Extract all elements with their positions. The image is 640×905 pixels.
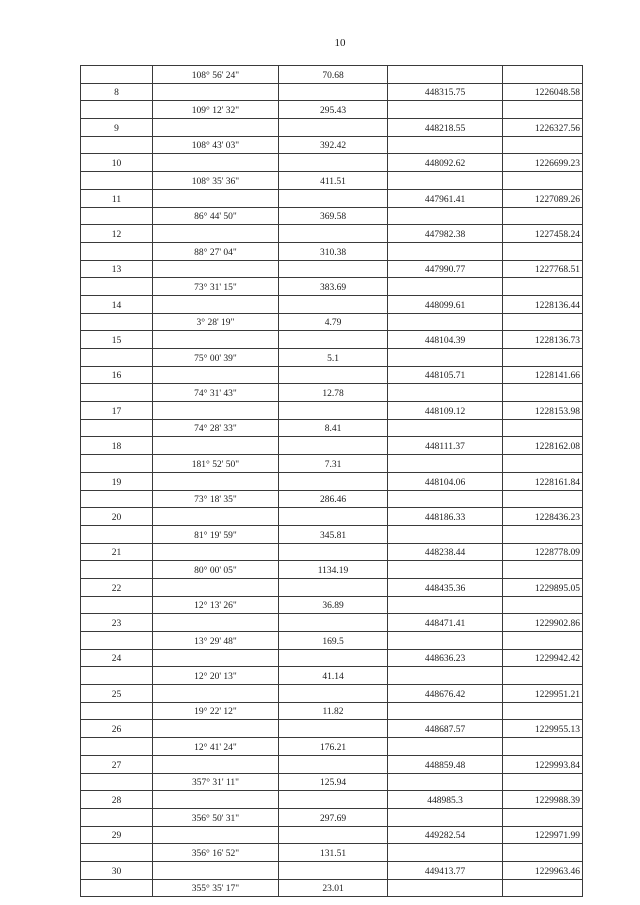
point-row	[81, 402, 583, 420]
y-coordinate-cell	[503, 490, 583, 508]
distance-cell	[279, 295, 388, 313]
bearing-cell: 86° 44' 50"	[153, 207, 279, 225]
y-coordinate-cell	[503, 172, 583, 190]
x-coordinate-cell	[388, 879, 503, 897]
point-number-cell	[81, 632, 153, 650]
y-coordinate-cell: 1228136.73	[503, 331, 583, 349]
segment-row	[81, 596, 583, 614]
x-coordinate-cell	[388, 349, 503, 367]
y-coordinate-cell: 1229902.86	[503, 614, 583, 632]
x-coordinate-cell: 448985.3	[388, 791, 503, 809]
bearing-cell	[153, 791, 279, 809]
bearing-cell	[153, 189, 279, 207]
point-number-cell: 13	[81, 260, 153, 278]
x-coordinate-cell	[388, 207, 503, 225]
bearing-cell: 13° 29' 48"	[153, 632, 279, 650]
point-number-cell: 17	[81, 402, 153, 420]
y-coordinate-cell: 1228778.09	[503, 543, 583, 561]
bearing-cell: 357° 31' 11"	[153, 773, 279, 791]
point-number-cell: 28	[81, 791, 153, 809]
distance-cell: 310.38	[279, 242, 388, 260]
bearing-cell	[153, 472, 279, 490]
distance-cell: 169.5	[279, 632, 388, 650]
distance-cell	[279, 614, 388, 632]
bearing-cell	[153, 543, 279, 561]
distance-cell: 4.79	[279, 313, 388, 331]
y-coordinate-cell	[503, 667, 583, 685]
bearing-cell	[153, 755, 279, 773]
distance-cell	[279, 119, 388, 137]
y-coordinate-cell	[503, 313, 583, 331]
x-coordinate-cell	[388, 278, 503, 296]
y-coordinate-cell	[503, 632, 583, 650]
segment-row	[81, 738, 583, 756]
x-coordinate-cell: 449282.54	[388, 826, 503, 844]
point-number-cell: 29	[81, 826, 153, 844]
point-row	[81, 543, 583, 561]
y-coordinate-cell: 1229988.39	[503, 791, 583, 809]
x-coordinate-cell: 448092.62	[388, 154, 503, 172]
x-coordinate-cell: 448099.61	[388, 295, 503, 313]
point-number-cell	[81, 596, 153, 614]
y-coordinate-cell	[503, 207, 583, 225]
point-row	[81, 331, 583, 349]
segment-row	[81, 455, 583, 473]
bearing-cell: 12° 41' 24"	[153, 738, 279, 756]
y-coordinate-cell: 1227458.24	[503, 225, 583, 243]
point-row	[81, 119, 583, 137]
x-coordinate-cell: 448109.12	[388, 402, 503, 420]
segment-row	[81, 561, 583, 579]
point-number-cell	[81, 313, 153, 331]
y-coordinate-cell: 1229951.21	[503, 685, 583, 703]
distance-cell	[279, 402, 388, 420]
bearing-cell: 73° 31' 15"	[153, 278, 279, 296]
bearing-cell: 74° 28' 33"	[153, 419, 279, 437]
x-coordinate-cell: 447990.77	[388, 260, 503, 278]
x-coordinate-cell	[388, 773, 503, 791]
bearing-cell	[153, 508, 279, 526]
bearing-cell: 81° 19' 59"	[153, 525, 279, 543]
x-coordinate-cell	[388, 101, 503, 119]
y-coordinate-cell: 1228153.98	[503, 402, 583, 420]
point-number-cell: 27	[81, 755, 153, 773]
point-number-cell	[81, 419, 153, 437]
point-number-cell: 23	[81, 614, 153, 632]
bearing-cell: 74° 31' 43"	[153, 384, 279, 402]
x-coordinate-cell	[388, 242, 503, 260]
x-coordinate-cell	[388, 172, 503, 190]
y-coordinate-cell: 1228161.84	[503, 472, 583, 490]
y-coordinate-cell	[503, 278, 583, 296]
point-number-cell: 16	[81, 366, 153, 384]
y-coordinate-cell: 1228162.08	[503, 437, 583, 455]
x-coordinate-cell: 448676.42	[388, 685, 503, 703]
segment-row	[81, 278, 583, 296]
x-coordinate-cell: 448471.41	[388, 614, 503, 632]
point-number-cell: 25	[81, 685, 153, 703]
bearing-cell	[153, 295, 279, 313]
point-number-cell: 8	[81, 83, 153, 101]
point-number-cell	[81, 349, 153, 367]
x-coordinate-cell: 448104.06	[388, 472, 503, 490]
distance-cell: 36.89	[279, 596, 388, 614]
point-row	[81, 189, 583, 207]
x-coordinate-cell	[388, 525, 503, 543]
segment-row	[81, 66, 583, 84]
point-row	[81, 720, 583, 738]
bearing-cell	[153, 366, 279, 384]
distance-cell: 7.31	[279, 455, 388, 473]
point-number-cell	[81, 525, 153, 543]
y-coordinate-cell	[503, 525, 583, 543]
point-number-cell	[81, 172, 153, 190]
distance-cell	[279, 189, 388, 207]
y-coordinate-cell: 1226048.58	[503, 83, 583, 101]
segment-row	[81, 525, 583, 543]
distance-cell: 8.41	[279, 419, 388, 437]
point-number-cell	[81, 808, 153, 826]
x-coordinate-cell: 448104.39	[388, 331, 503, 349]
distance-cell	[279, 331, 388, 349]
point-number-cell	[81, 455, 153, 473]
point-number-cell: 18	[81, 437, 153, 455]
bearing-cell	[153, 437, 279, 455]
point-row	[81, 508, 583, 526]
bearing-cell: 12° 13' 26"	[153, 596, 279, 614]
point-number-cell	[81, 667, 153, 685]
point-number-cell	[81, 738, 153, 756]
x-coordinate-cell	[388, 419, 503, 437]
distance-cell	[279, 826, 388, 844]
segment-row	[81, 349, 583, 367]
point-number-cell: 14	[81, 295, 153, 313]
y-coordinate-cell	[503, 808, 583, 826]
distance-cell: 11.82	[279, 702, 388, 720]
y-coordinate-cell: 1229955.13	[503, 720, 583, 738]
x-coordinate-cell	[388, 384, 503, 402]
point-number-cell	[81, 207, 153, 225]
distance-cell: 392.42	[279, 136, 388, 154]
distance-cell: 131.51	[279, 844, 388, 862]
bearing-cell: 19° 22' 12"	[153, 702, 279, 720]
point-row	[81, 225, 583, 243]
x-coordinate-cell	[388, 455, 503, 473]
y-coordinate-cell: 1229971.99	[503, 826, 583, 844]
distance-cell: 176.21	[279, 738, 388, 756]
segment-row	[81, 808, 583, 826]
distance-cell	[279, 154, 388, 172]
y-coordinate-cell: 1227768.51	[503, 260, 583, 278]
bearing-cell: 355° 35' 17"	[153, 879, 279, 897]
x-coordinate-cell	[388, 596, 503, 614]
bearing-cell: 109° 12' 32"	[153, 101, 279, 119]
segment-row	[81, 879, 583, 897]
y-coordinate-cell	[503, 879, 583, 897]
x-coordinate-cell: 448636.23	[388, 649, 503, 667]
y-coordinate-cell: 1229942.42	[503, 649, 583, 667]
bearing-cell: 108° 43' 03"	[153, 136, 279, 154]
distance-cell	[279, 861, 388, 879]
x-coordinate-cell	[388, 66, 503, 84]
point-number-cell	[81, 136, 153, 154]
segment-row	[81, 101, 583, 119]
point-number-cell	[81, 278, 153, 296]
bearing-cell: 356° 50' 31"	[153, 808, 279, 826]
x-coordinate-cell	[388, 632, 503, 650]
distance-cell: 12.78	[279, 384, 388, 402]
point-row	[81, 614, 583, 632]
point-row	[81, 154, 583, 172]
point-row	[81, 861, 583, 879]
y-coordinate-cell	[503, 349, 583, 367]
bearing-cell	[153, 720, 279, 738]
bearing-cell: 3° 28' 19"	[153, 313, 279, 331]
bearing-cell	[153, 649, 279, 667]
distance-cell: 23.01	[279, 879, 388, 897]
y-coordinate-cell	[503, 384, 583, 402]
point-number-cell	[81, 879, 153, 897]
bearing-cell	[153, 861, 279, 879]
segment-row	[81, 667, 583, 685]
segment-row	[81, 632, 583, 650]
point-number-cell: 19	[81, 472, 153, 490]
distance-cell: 369.58	[279, 207, 388, 225]
x-coordinate-cell: 449413.77	[388, 861, 503, 879]
point-number-cell	[81, 66, 153, 84]
bearing-cell: 88° 27' 04"	[153, 242, 279, 260]
y-coordinate-cell	[503, 844, 583, 862]
y-coordinate-cell: 1228141.66	[503, 366, 583, 384]
y-coordinate-cell: 1226699.23	[503, 154, 583, 172]
bearing-cell: 80° 00' 05"	[153, 561, 279, 579]
distance-cell: 297.69	[279, 808, 388, 826]
point-number-cell	[81, 242, 153, 260]
distance-cell	[279, 225, 388, 243]
distance-cell	[279, 437, 388, 455]
x-coordinate-cell: 448859.48	[388, 755, 503, 773]
point-number-cell	[81, 101, 153, 119]
point-row	[81, 791, 583, 809]
distance-cell	[279, 720, 388, 738]
distance-cell	[279, 83, 388, 101]
point-row	[81, 366, 583, 384]
distance-cell	[279, 578, 388, 596]
distance-cell	[279, 755, 388, 773]
point-row	[81, 295, 583, 313]
x-coordinate-cell: 448315.75	[388, 83, 503, 101]
y-coordinate-cell	[503, 773, 583, 791]
segment-row	[81, 172, 583, 190]
point-number-cell: 15	[81, 331, 153, 349]
segment-row	[81, 136, 583, 154]
segment-row	[81, 844, 583, 862]
segment-row	[81, 702, 583, 720]
x-coordinate-cell	[388, 561, 503, 579]
point-row	[81, 578, 583, 596]
segment-row	[81, 490, 583, 508]
bearing-cell	[153, 83, 279, 101]
point-number-cell	[81, 561, 153, 579]
distance-cell	[279, 543, 388, 561]
distance-cell	[279, 472, 388, 490]
point-number-cell: 11	[81, 189, 153, 207]
segment-row	[81, 207, 583, 225]
point-number-cell	[81, 490, 153, 508]
x-coordinate-cell: 448111.37	[388, 437, 503, 455]
point-row	[81, 826, 583, 844]
point-number-cell: 30	[81, 861, 153, 879]
y-coordinate-cell: 1228136.44	[503, 295, 583, 313]
point-number-cell	[81, 773, 153, 791]
x-coordinate-cell: 447961.41	[388, 189, 503, 207]
bearing-cell	[153, 331, 279, 349]
x-coordinate-cell	[388, 844, 503, 862]
x-coordinate-cell: 448238.44	[388, 543, 503, 561]
point-number-cell: 24	[81, 649, 153, 667]
bearing-cell	[153, 578, 279, 596]
page-number: 10	[334, 37, 346, 49]
bearing-cell: 108° 56' 24"	[153, 66, 279, 84]
x-coordinate-cell	[388, 490, 503, 508]
y-coordinate-cell: 1227089.26	[503, 189, 583, 207]
coordinates-table-body	[81, 66, 583, 897]
bearing-cell	[153, 826, 279, 844]
distance-cell: 345.81	[279, 525, 388, 543]
y-coordinate-cell	[503, 419, 583, 437]
x-coordinate-cell	[388, 667, 503, 685]
point-number-cell: 10	[81, 154, 153, 172]
distance-cell	[279, 791, 388, 809]
distance-cell: 41.14	[279, 667, 388, 685]
bearing-cell: 73° 18' 35"	[153, 490, 279, 508]
distance-cell: 295.43	[279, 101, 388, 119]
x-coordinate-cell: 448186.33	[388, 508, 503, 526]
point-row	[81, 685, 583, 703]
point-number-cell: 20	[81, 508, 153, 526]
segment-row	[81, 242, 583, 260]
bearing-cell: 356° 16' 52"	[153, 844, 279, 862]
distance-cell: 5.1	[279, 349, 388, 367]
point-row	[81, 472, 583, 490]
point-number-cell: 12	[81, 225, 153, 243]
point-row	[81, 755, 583, 773]
bearing-cell	[153, 119, 279, 137]
distance-cell	[279, 508, 388, 526]
distance-cell: 286.46	[279, 490, 388, 508]
distance-cell: 411.51	[279, 172, 388, 190]
distance-cell: 1134.19	[279, 561, 388, 579]
point-number-cell: 22	[81, 578, 153, 596]
bearing-cell	[153, 154, 279, 172]
y-coordinate-cell: 1229895.05	[503, 578, 583, 596]
segment-row	[81, 313, 583, 331]
y-coordinate-cell: 1228436.23	[503, 508, 583, 526]
segment-row	[81, 419, 583, 437]
bearing-cell	[153, 402, 279, 420]
segment-row	[81, 773, 583, 791]
point-number-cell	[81, 702, 153, 720]
distance-cell	[279, 685, 388, 703]
bearing-cell	[153, 260, 279, 278]
y-coordinate-cell	[503, 101, 583, 119]
y-coordinate-cell	[503, 136, 583, 154]
x-coordinate-cell	[388, 808, 503, 826]
bearing-cell: 108° 35' 36"	[153, 172, 279, 190]
x-coordinate-cell	[388, 702, 503, 720]
x-coordinate-cell: 448105.71	[388, 366, 503, 384]
distance-cell: 70.68	[279, 66, 388, 84]
point-number-cell: 26	[81, 720, 153, 738]
point-number-cell	[81, 844, 153, 862]
bearing-cell	[153, 225, 279, 243]
point-row	[81, 260, 583, 278]
distance-cell	[279, 366, 388, 384]
distance-cell	[279, 649, 388, 667]
y-coordinate-cell	[503, 702, 583, 720]
segment-row	[81, 384, 583, 402]
point-row	[81, 437, 583, 455]
y-coordinate-cell: 1229963.46	[503, 861, 583, 879]
x-coordinate-cell	[388, 738, 503, 756]
distance-cell: 383.69	[279, 278, 388, 296]
y-coordinate-cell	[503, 596, 583, 614]
distance-cell: 125.94	[279, 773, 388, 791]
y-coordinate-cell	[503, 455, 583, 473]
y-coordinate-cell	[503, 66, 583, 84]
point-number-cell: 9	[81, 119, 153, 137]
point-number-cell	[81, 384, 153, 402]
y-coordinate-cell	[503, 561, 583, 579]
point-row	[81, 83, 583, 101]
point-row	[81, 649, 583, 667]
bearing-cell: 75° 00' 39"	[153, 349, 279, 367]
y-coordinate-cell: 1229993.84	[503, 755, 583, 773]
bearing-cell	[153, 685, 279, 703]
y-coordinate-cell: 1226327.56	[503, 119, 583, 137]
x-coordinate-cell: 448435.36	[388, 578, 503, 596]
x-coordinate-cell: 447982.38	[388, 225, 503, 243]
x-coordinate-cell: 448218.55	[388, 119, 503, 137]
distance-cell	[279, 260, 388, 278]
y-coordinate-cell	[503, 738, 583, 756]
bearing-cell: 181° 52' 50"	[153, 455, 279, 473]
x-coordinate-cell	[388, 313, 503, 331]
y-coordinate-cell	[503, 242, 583, 260]
bearing-cell: 12° 20' 13"	[153, 667, 279, 685]
point-number-cell: 21	[81, 543, 153, 561]
coordinates-table	[80, 65, 583, 897]
x-coordinate-cell: 448687.57	[388, 720, 503, 738]
x-coordinate-cell	[388, 136, 503, 154]
bearing-cell	[153, 614, 279, 632]
